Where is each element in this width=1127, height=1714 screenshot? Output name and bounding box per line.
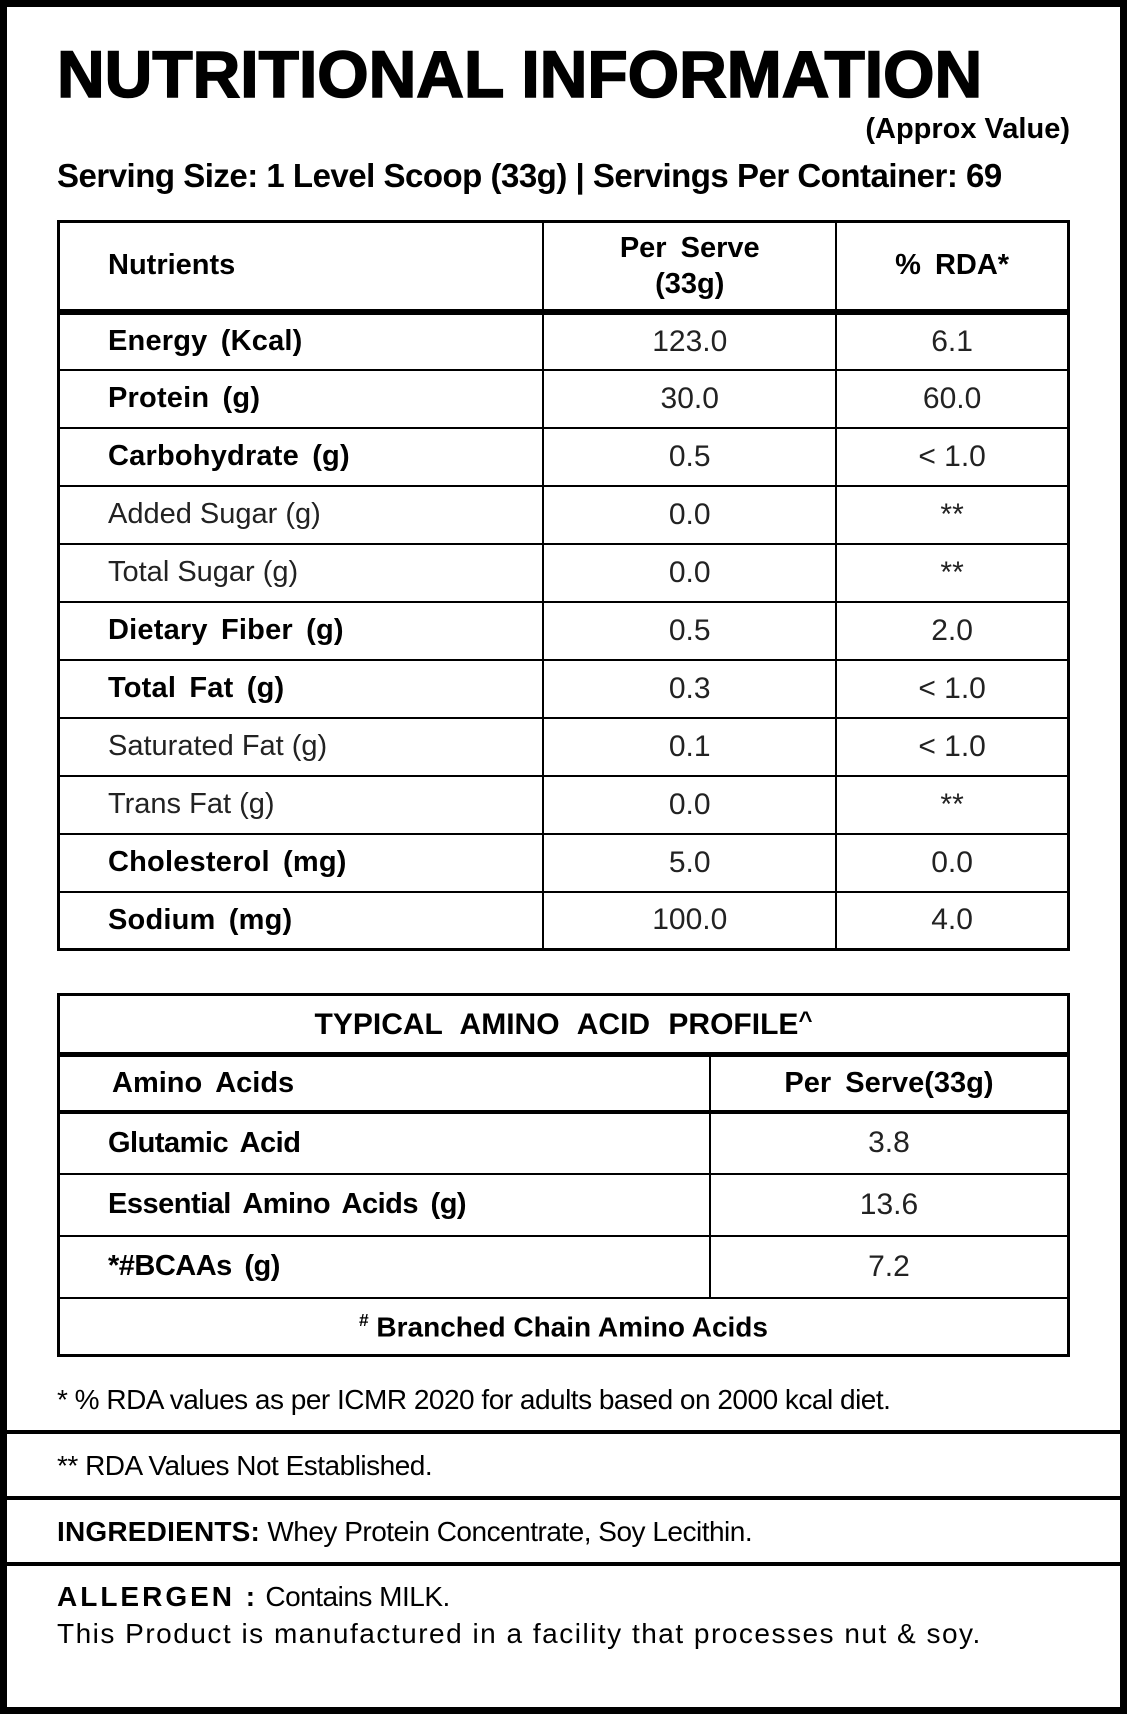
rda-icmr-note: * % RDA values as per ICMR 2020 for adults based on 2000 kcal diet. <box>57 1384 891 1415</box>
nutrient-label: Trans Fat (g) <box>59 776 544 834</box>
rda-value: 4.0 <box>836 892 1068 950</box>
allergen-section <box>7 1562 1120 1664</box>
per-serve-value: 5.0 <box>543 834 836 892</box>
per-serve-value: 0.0 <box>543 486 836 544</box>
table-row-protein <box>59 370 1069 428</box>
per-serve-value: 0.1 <box>543 718 836 776</box>
nutrition-table-header-row <box>59 222 1069 312</box>
amino-table-title-row <box>59 995 1069 1055</box>
bcaa-footnote <box>59 1298 1069 1356</box>
per-serve-value: 0.0 <box>543 776 836 834</box>
per-serve-value: 0.0 <box>543 544 836 602</box>
table-row-total-sugar <box>59 544 1069 602</box>
bcaa-footnote-text: Branched Chain Amino Acids <box>368 1310 768 1342</box>
nutrient-label: Saturated Fat (g) <box>59 718 544 776</box>
table-row-essential-amino-acids <box>59 1174 1069 1236</box>
per-serve-value: 0.5 <box>543 602 836 660</box>
amino-value: 13.6 <box>710 1174 1069 1236</box>
table-row-trans-fat <box>59 776 1069 834</box>
amino-title-text: TYPICAL AMINO ACID PROFILE <box>314 1007 799 1041</box>
nutrient-label: Added Sugar (g) <box>59 486 544 544</box>
facility-disclaimer: This Product is manufactured in a facility that processes nut & soy. <box>57 1618 982 1649</box>
nutrient-label: Energy (Kcal) <box>59 312 544 370</box>
table-row-sodium <box>59 892 1069 950</box>
nutrient-label: Sodium (mg) <box>59 892 544 950</box>
rda-value: 60.0 <box>836 370 1068 428</box>
amino-label: *#BCAAs (g) <box>59 1236 710 1298</box>
nutrition-table <box>57 220 1070 951</box>
per-serve-value: 0.3 <box>543 660 836 718</box>
col-header-rda: % RDA* <box>836 222 1068 312</box>
nutrient-label: Carbohydrate (g) <box>59 428 544 486</box>
amino-label: Essential Amino Acids (g) <box>59 1174 710 1236</box>
col-header-amino-acids: Amino Acids <box>59 1055 710 1112</box>
ingredients-text: Whey Protein Concentrate, Soy Lecithin. <box>260 1516 753 1547</box>
amino-title-mark: ^ <box>798 1006 813 1034</box>
nutrient-label: Cholesterol (mg) <box>59 834 544 892</box>
col-header-amino-per-serve: Per Serve(33g) <box>710 1055 1069 1112</box>
amino-table-header-row <box>59 1055 1069 1112</box>
per-serve-line2: (33g) <box>655 267 725 300</box>
table-row-bcaas <box>59 1236 1069 1298</box>
approx-value-note: (Approx Value) <box>865 113 1070 145</box>
allergen-text: Contains MILK. <box>258 1581 450 1612</box>
bcaa-footnote-mark: # <box>359 1309 369 1330</box>
table-row-dietary-fiber <box>59 602 1069 660</box>
col-header-nutrients: Nutrients <box>59 222 544 312</box>
rda-value: < 1.0 <box>836 718 1068 776</box>
amino-value: 3.8 <box>710 1112 1069 1174</box>
rda-value: 2.0 <box>836 602 1068 660</box>
per-serve-value: 0.5 <box>543 428 836 486</box>
per-serve-value: 123.0 <box>543 312 836 370</box>
amino-label: Glutamic Acid <box>59 1112 710 1174</box>
nutrient-label: Protein (g) <box>59 370 544 428</box>
allergen-line <box>57 1581 1070 1613</box>
ingredients-label: INGREDIENTS: <box>57 1516 261 1547</box>
nutrient-label: Dietary Fiber (g) <box>59 602 544 660</box>
rda-value: 0.0 <box>836 834 1068 892</box>
col-header-per-serve <box>543 222 836 312</box>
rda-value: < 1.0 <box>836 428 1068 486</box>
nutrient-label: Total Fat (g) <box>59 660 544 718</box>
rda-value: < 1.0 <box>836 660 1068 718</box>
rda-value: ** <box>836 776 1068 834</box>
ingredients-section <box>7 1496 1120 1562</box>
per-serve-value: 30.0 <box>543 370 836 428</box>
rda-value: 6.1 <box>836 312 1068 370</box>
per-serve-value: 100.0 <box>543 892 836 950</box>
amino-acid-table <box>57 993 1070 1357</box>
table-row-energy <box>59 312 1069 370</box>
rda-value: ** <box>836 486 1068 544</box>
amino-table-footnote-row <box>59 1298 1069 1356</box>
table-row-carbohydrate <box>59 428 1069 486</box>
page-title: NUTRITIONAL INFORMATION <box>57 37 983 111</box>
table-row-glutamic-acid <box>59 1112 1069 1174</box>
rda-not-established-note: ** RDA Values Not Established. <box>7 1430 1120 1496</box>
amino-table-title <box>59 995 1069 1055</box>
amino-value: 7.2 <box>710 1236 1069 1298</box>
allergen-label: ALLERGEN : <box>57 1581 259 1612</box>
per-serve-line1: Per Serve <box>619 231 760 264</box>
table-row-added-sugar <box>59 486 1069 544</box>
nutrient-label: Total Sugar (g) <box>59 544 544 602</box>
table-row-cholesterol <box>59 834 1069 892</box>
serving-info: Serving Size: 1 Level Scoop (33g) | Servings Per Container: 69 <box>57 157 1002 194</box>
table-row-total-fat <box>59 660 1069 718</box>
rda-value: ** <box>836 544 1068 602</box>
table-row-saturated-fat <box>59 718 1069 776</box>
